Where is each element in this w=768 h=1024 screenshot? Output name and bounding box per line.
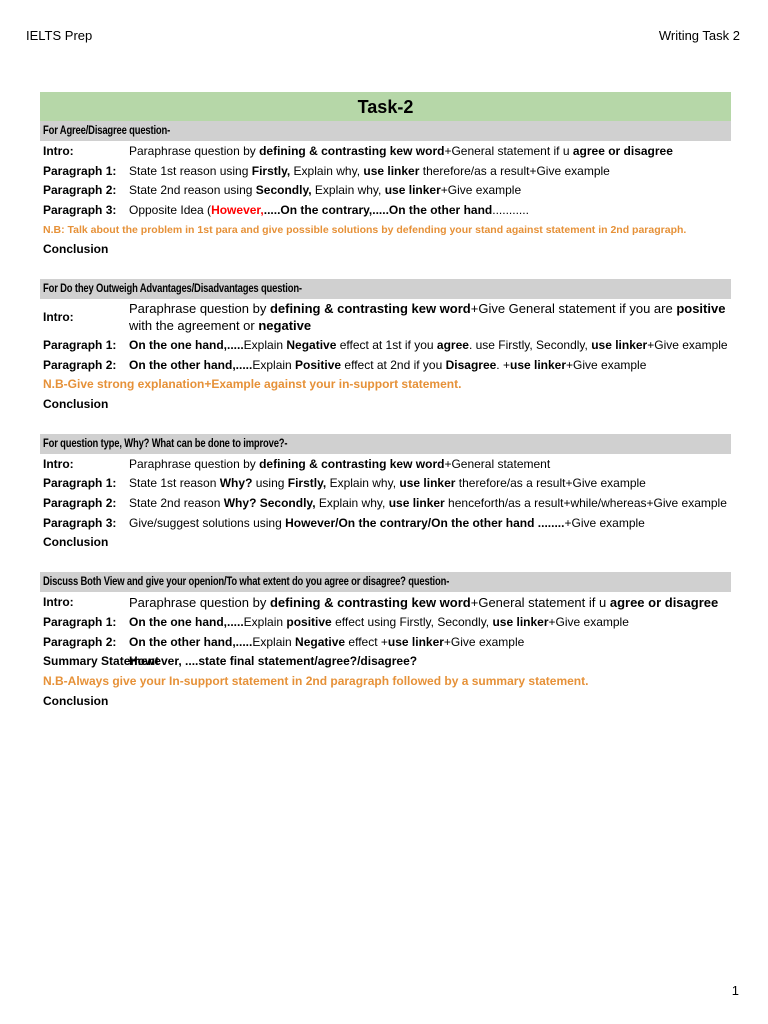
task-sheet [40, 92, 731, 710]
s1-conclusion-row [40, 239, 731, 259]
s2-paragraph2-row [40, 355, 731, 375]
row-label: Conclusion [43, 535, 109, 550]
s2-note-row [40, 375, 731, 395]
s1-intro-row [40, 141, 731, 161]
row-label: Paragraph 1: [43, 476, 117, 491]
s1-paragraph2-row [40, 180, 731, 200]
row-label: Intro: [43, 310, 74, 325]
s4-paragraph2-row [40, 632, 731, 652]
section-heading-advantages-disadvantages: For Do they Outweigh Advantages/Disadvantages question- [40, 279, 731, 299]
note-text: N.B-Give strong explanation+Example against your in-support statement. [43, 377, 462, 392]
row-text: On the one hand,.....Explain Negative effect at 1st if you agree. use Firstly, Secondly, use linker+Give example [129, 337, 728, 352]
row-text: Paraphrase question by defining & contrasting kew word+General statement if u agree or disagree [129, 143, 673, 158]
s1-note-row [40, 220, 731, 240]
note-text: N.B: Talk about the problem in 1st para and give possible solutions by defending your stand against statement in 2nd paragraph. [43, 223, 687, 236]
row-text: State 1st reason Why? using Firstly, Explain why, use linker therefore/as a result+Give example [129, 476, 646, 491]
s4-note-row [40, 671, 731, 691]
s4-summary-row [40, 651, 731, 671]
row-text: Paraphrase question by defining & contrasting kew word+Give General statement if you are positive with the agreement or negative [129, 301, 726, 334]
note-text: N.B-Always give your In-support statement in 2nd paragraph followed by a summary statement. [43, 673, 589, 688]
s1-paragraph1-row [40, 161, 731, 181]
page-number: 1 [731, 983, 739, 998]
header-right: Writing Task 2 [658, 28, 740, 43]
row-text: On the one hand,.....Explain positive effect using Firstly, Secondly, use linker+Give example [129, 614, 629, 629]
row-label: Conclusion [43, 693, 109, 708]
row-label: Paragraph 2: [43, 357, 117, 372]
row-text: State 2nd reason Why? Secondly, Explain why, use linker henceforth/as a result+while/whereas+Give example [129, 496, 727, 511]
row-label: Paragraph 2: [43, 496, 117, 511]
sheet-title: Task-2 [40, 92, 731, 121]
header-left: IELTS Prep [26, 28, 93, 43]
row-label: Paragraph 2: [43, 634, 117, 649]
row-label: Paragraph 2: [43, 183, 117, 198]
s3-paragraph3-row [40, 513, 731, 533]
s3-conclusion-row [40, 533, 731, 553]
s4-paragraph1-row [40, 612, 731, 632]
s2-conclusion-row [40, 394, 731, 414]
row-label: Summary Statement [43, 654, 160, 669]
row-label: Paragraph 1: [43, 614, 117, 629]
row-label: Intro: [43, 143, 74, 158]
row-text: However, ....state final statement/agree?/disagree? [129, 654, 418, 669]
row-text: State 1st reason using Firstly, Explain why, use linker therefore/as a result+Give example [129, 163, 610, 178]
s2-intro-row [40, 299, 731, 335]
s2-paragraph1-row [40, 335, 731, 355]
s4-intro-row [40, 592, 731, 612]
row-text: State 2nd reason using Secondly, Explain why, use linker+Give example [129, 183, 522, 198]
row-label: Conclusion [43, 397, 109, 412]
row-label: Conclusion [43, 242, 109, 257]
row-label: Paragraph 1: [43, 337, 117, 352]
row-text: Opposite Idea (However,.....On the contrary,.....On the other hand........... [129, 202, 529, 217]
row-label: Paragraph 1: [43, 163, 117, 178]
row-text: On the other hand,.....Explain Positive effect at 2nd if you Disagree. +use linker+Give example [129, 357, 647, 372]
row-text: Give/suggest solutions using However/On the contrary/On the other hand ........+Give example [129, 515, 645, 530]
s1-paragraph3-row [40, 200, 731, 220]
row-label: Paragraph 3: [43, 202, 117, 217]
section-heading-agree-disagree: For Agree/Disagree question- [40, 121, 731, 141]
row-label: Paragraph 3: [43, 515, 117, 530]
section-heading-discuss-both-views: Discuss Both View and give your openion/To what extent do you agree or disagree? question- [40, 572, 731, 592]
row-label: Intro: [43, 595, 74, 610]
row-text: Paraphrase question by defining & contrasting kew word+General statement [129, 456, 551, 471]
row-text: On the other hand,.....Explain Negative effect +use linker+Give example [129, 634, 525, 649]
s3-paragraph2-row [40, 493, 731, 513]
section-heading-why-improve: For question type, Why? What can be done to improve?- [40, 434, 731, 454]
row-text: Paraphrase question by defining & contrasting kew word+General statement if u agree or disagree [129, 594, 719, 610]
s3-intro-row [40, 454, 731, 474]
row-label: Intro: [43, 456, 74, 471]
s4-conclusion-row [40, 691, 731, 711]
s3-paragraph1-row [40, 474, 731, 494]
